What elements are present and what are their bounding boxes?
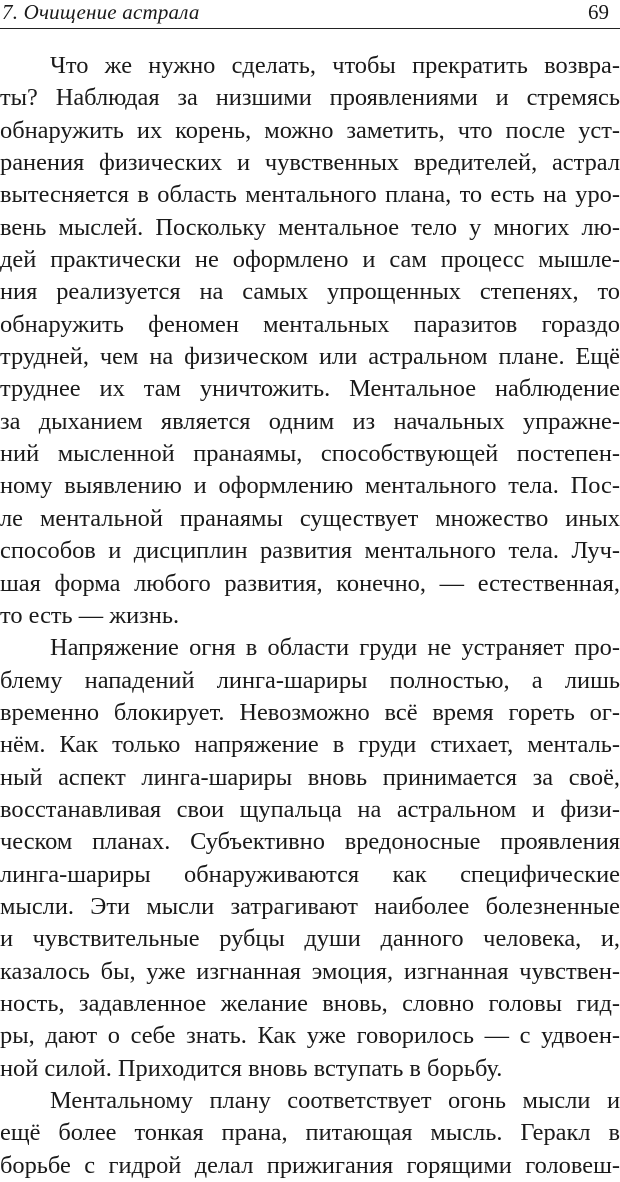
text-line: ранения физических и чувственных вредителей, астрал [0,149,620,177]
text-line: и чувствительные рубцы души данного человека, и, [0,925,620,953]
text-line: дей практически не оформлено и сам процесс мышле- [0,246,620,274]
paragraph [0,50,620,632]
text-line: вытесняется в область ментального плана, то есть на уро- [0,181,620,209]
text-line: обнаружить их корень, можно заметить, что после уст- [0,116,620,144]
body-text [0,50,620,1182]
text-line: Напряжение огня в области груди не устраняет про- [50,634,620,662]
text-line: казалось бы, уже изгнанная эмоция, изгнанная чувствен- [0,957,620,985]
page-number: 69 [588,0,609,24]
text-line: ность, задавленное желание вновь, словно головы гид- [0,989,620,1017]
text-line: временно блокирует. Невозможно всё время гореть ог- [0,698,620,726]
text-line: труднее их там уничтожить. Ментальное наблюдение [0,375,620,403]
text-line: нём. Как только напряжение в груди стихает, менталь- [0,731,620,759]
text-line: восстанавливая свои щупальца на астральном и физи- [0,795,620,823]
text-line: мысли. Эти мысли затрагивают наиболее болезненные [0,892,620,920]
text-line: ры, дают о себе знать. Как уже говорилось — с удвоен- [0,1022,620,1050]
text-line: ный аспект линга-шариры вновь принимается за своё, [0,763,620,791]
text-line: ческом планах. Субъективно вредоносные проявления [0,828,620,856]
text-line: ещё более тонкая прана, питающая мысль. Геракл в [0,1119,620,1147]
paragraph [0,1085,620,1182]
text-line: ния реализуется на самых упрощенных степенях, то [0,278,620,306]
text-line: ле ментальной пранаямы существует множество иных [0,504,620,532]
text-line: борьбе с гидрой делал прижигания горящими головеш- [0,1151,620,1179]
text-line: Ментальному плану соответствует огонь мысли и [50,1087,620,1114]
text-line: ний мысленной пранаямы, способствующей постепен- [0,440,620,468]
chapter-title: 7. Очищение астрала [2,0,200,24]
text-line: за дыханием является одним из начальных упражне- [0,407,620,435]
text-line: ты? Наблюдая за низшими проявлениями и стремясь [0,84,620,112]
text-line: то есть — жизнь. [0,601,180,629]
text-line: способов и дисциплин развития ментального тела. Луч- [0,537,620,565]
running-head [0,0,620,30]
text-line: ной силой. Приходится вновь вступать в борьбу. [0,1054,503,1082]
header-rule [0,28,620,29]
text-line: трудней, чем на физическом или астральном плане. Ещё [0,343,620,371]
text-line: шая форма любого развития, конечно, — естественная, [0,569,620,597]
text-line: вень мыслей. Поскольку ментальное тело у многих лю- [0,213,620,241]
text-line: ному выявлению и оформлению ментального тела. Пос- [0,472,620,500]
text-line: линга-шариры обнаруживаются как специфические [0,860,620,888]
text-line: Что же нужно сделать, чтобы прекратить возвра- [50,52,620,79]
paragraph [0,632,620,1085]
text-line: блему нападений линга-шариры полностью, а лишь [0,666,620,694]
text-line: обнаружить феномен ментальных паразитов гораздо [0,310,620,338]
